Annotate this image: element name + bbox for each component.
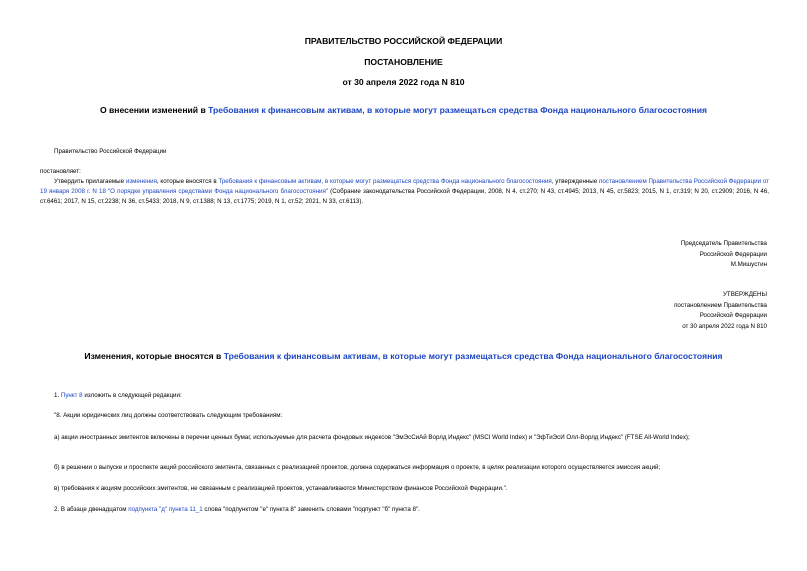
changes-title-prefix: Изменения, которые вносятся в <box>84 351 224 361</box>
signature-country: Российской Федерации <box>699 250 767 258</box>
resolves-label: постановляет: <box>40 168 81 175</box>
approved-by: постановлением Правительства <box>674 301 767 309</box>
changes-title <box>0 351 807 361</box>
item1-text: изложить в следующей редакции: <box>82 392 182 399</box>
subpoint-a: а) акции иностранных эмитентов включены в перечни ценных бумаг, используемые для расчета фондовых индексов "ЭмЭсСиАй Ворлд Индекс" (MSCI World Index) и "ЭфТиЭсИ Олл-Ворлд Индекс" (FTSE All-World Index); <box>54 434 690 441</box>
para-text-2: , которые вносятся в <box>156 178 219 185</box>
item2-text-2: слова "подпунктом "е" пункта 8" заменить словами "подпункт "б" пункта 8". <box>202 506 420 513</box>
requirements-link-3[interactable]: Требования к финансовым активам, в которые могут размещаться средства Фонда национального благосостояния <box>223 351 723 361</box>
changes-link[interactable]: изменения <box>125 178 157 185</box>
para-text-3: , утвержденные <box>551 178 599 185</box>
decree-18-link[interactable]: постановлением Правительства Российской Федерации от 19 января 2008 г. N 18 "О порядке управления средствами Фонда национального благосостояния" <box>40 178 769 195</box>
item2-text-1: 2. В абзаце двенадцатом <box>54 506 129 513</box>
government-label: Правительство Российской Федерации <box>54 148 167 155</box>
approved-date: от 30 апреля 2022 года N 810 <box>682 322 767 330</box>
para-text-1: Утвердить прилагаемые <box>54 178 126 185</box>
subpoint-b: б) в решении о выпуске и проспекте акций российского эмитента, связанных с реализацией проектов, должна содержаться информация о проекте, в целях реализации которого осуществляется эмиссия акций; <box>54 464 661 471</box>
point-8-link[interactable]: Пункт 8 <box>60 392 83 399</box>
para-text-4: (Собрание законодательства Российской Федерации, 2008, N 4, ст.270; N 43, ст.4945; 2013, N 45, ст.5823; 2015, N 1, ст.319; N 20, ст.2909; 2016, N 46, ст.6461; 2017, N 15, ст.2238; N 36, ст.5433; 2018, N 9, ст.1388; N 13, ст.1775; 2019, N 1, ст.52; 2021, N 33, ст.6113). <box>40 188 769 205</box>
signature-name: М.Мишустин <box>730 261 767 268</box>
approved-heading: УТВЕРЖДЕНЫ <box>723 291 767 298</box>
item1-number: 1. <box>54 392 61 399</box>
approved-country: Российской Федерации <box>699 312 767 319</box>
signature-title: Председатель Правительства <box>680 240 767 247</box>
decree-heading: ПОСТАНОВЛЕНИЕ <box>364 57 443 67</box>
decree-date: от 30 апреля 2022 года N 810 <box>342 77 465 87</box>
requirements-link-2[interactable]: Требования к финансовым активам, в которые могут размещаться средства Фонда национального благосостояния <box>218 178 552 185</box>
document-title <box>0 105 807 115</box>
point-8-text: "8. Акции юридических лиц должны соответствовать следующим требованиям: <box>54 412 283 419</box>
approved-block <box>674 290 767 332</box>
resolution-paragraph <box>40 177 769 207</box>
change-item-2 <box>54 505 420 515</box>
signature-block <box>681 239 767 271</box>
subpoint-v: в) требования к акциям российских эмитентов, не связанным с реализацией проектов, устанавливаются Министерством финансов Российской Федерации.". <box>54 485 508 492</box>
document-title-prefix: О внесении изменений в <box>99 105 209 115</box>
requirements-link[interactable]: Требования к финансовым активам, в которые могут размещаться средства Фонда национального благосостояния <box>208 105 708 115</box>
government-heading: ПРАВИТЕЛЬСТВО РОССИЙСКОЙ ФЕДЕРАЦИИ <box>304 36 503 46</box>
subpoint-d-link[interactable]: подпункта "д" пункта 11_1 <box>128 506 203 513</box>
change-item-1 <box>54 391 182 401</box>
